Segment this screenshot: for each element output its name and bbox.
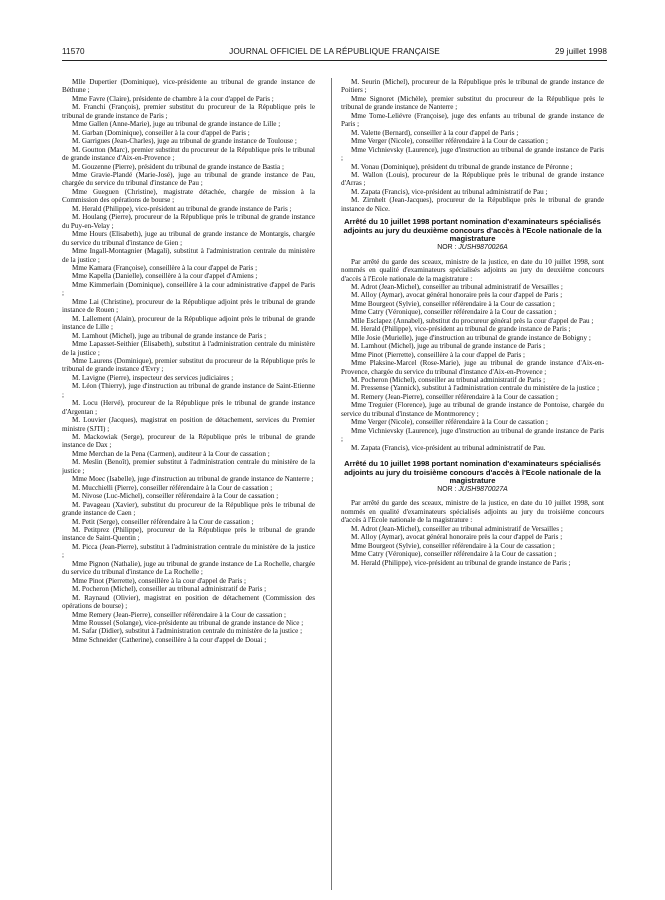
list-item: Mme Pinot (Pierrette), conseillère à la cour d'appel de Paris ; bbox=[72, 576, 246, 585]
list-item: M. Lamhout (Michel), juge au tribunal de grande instance de Paris ; bbox=[351, 342, 546, 351]
list-item: M. Pocheron (Michel), conseiller au tribunal administratif de Paris ; bbox=[351, 375, 546, 384]
list-item: Par arrêté du garde des sceaux, ministre de la justice, en date du 10 juillet 1998, sont nommés en qualité d'examinateurs spécialisés adjoints au jury du troisième concours d'accès à l'Ecole nationale de la magistrature : bbox=[341, 499, 604, 525]
left-column bbox=[62, 78, 315, 893]
list-item: M. Raynaud (Olivier), magistrat en position de détachement (Commission des opérations de bourse) ; bbox=[62, 593, 315, 611]
list-item: M. Goutton (Marc), premier substitut du procureur de la République près le tribunal de grande instance d'Aix-en-Provence ; bbox=[62, 145, 315, 163]
list-item: M. Louvier (Jacques), magistrat en position de détachement, services du Premier ministre (SJTI) ; bbox=[62, 416, 315, 433]
list-item: Mme Treguier (Florence), juge au tribunal de grande instance de Pontoise, chargée du service du tribunal d'instance de Montmorency ; bbox=[341, 401, 604, 418]
list-item: Par arrêté du garde des sceaux, ministre de la justice, en date du 10 juillet 1998, sont nommés en qualité d'examinateurs spécialisés adjoints au jury du deuxième concours d'accès à l'Ecole nationale de la magistrature : bbox=[341, 257, 604, 283]
list-item: Mme Verger (Nicole), conseiller référendaire à la Cour de cassation ; bbox=[351, 137, 549, 146]
list-item: Mme Remery (Jean-Pierre), conseiller référendaire à la Cour de cassation ; bbox=[72, 610, 286, 619]
list-item: Mme Lapasset-Seithier (Elisabeth), substitut à l'administration centrale du ministère de la justice ; bbox=[62, 340, 315, 357]
list-item: M. Zapata (Francis), vice-président au tribunal administratif de Pau. bbox=[351, 443, 546, 452]
nor-code: JUSH9870027A bbox=[458, 485, 508, 493]
list-item: M. Lallement (Alain), procureur de la République adjoint près le tribunal de grande instance de Lille ; bbox=[62, 314, 315, 332]
section2-nor bbox=[341, 486, 604, 495]
journal-title: JOURNAL OFFICIEL DE LA RÉPUBLIQUE FRANÇAISE bbox=[229, 47, 440, 56]
list-item: Mme Plaksine-Marcel (Rose-Marie), juge au tribunal de grande instance d'Aix-en-Provence, chargée du service du tribunal d'instance d'Aix-en-Provence ; bbox=[341, 359, 604, 376]
list-item: M. Pavageau (Xavier), substitut du procureur de la République près le tribunal de grande instance de Caen ; bbox=[62, 500, 315, 518]
list-item: M. Houlang (Pierre), procureur de la République près le tribunal de grande instance du Puy-en-Velay ; bbox=[62, 213, 315, 230]
list-item: Mme Vichnievsky (Laurence), juge d'instruction au tribunal de grande instance de Paris ; bbox=[341, 426, 604, 444]
list-item: Mme Bourgeot (Sylvie), conseiller référendaire à la Cour de cassation ; bbox=[351, 541, 555, 550]
nor-label: NOR : bbox=[437, 244, 457, 252]
list-item: M. Herald (Philippe), vice-président au tribunal de grande instance de Paris ; bbox=[351, 325, 571, 334]
list-item: M. Franchi (François), premier substitut du procureur de la République près le tribunal de grande instance de Paris ; bbox=[62, 103, 315, 120]
list-item: M. Lavigne (Pierre), inspecteur des services judiciaires ; bbox=[72, 373, 234, 382]
list-item: Mme Verger (Nicole), conseiller référendaire à la Cour de cassation ; bbox=[351, 418, 549, 427]
right-column-list bbox=[341, 78, 604, 213]
list-item: M. Wallon (Louis), procureur de la République près le tribunal de grande instance d'Arras ; bbox=[341, 170, 604, 188]
list-item: M. Vonau (Dominique), président du tribunal de grande instance de Péronne ; bbox=[351, 162, 573, 171]
list-item: Mme Lai (Christine), procureur de la République adjoint près le tribunal de grande instance de Rouen ; bbox=[62, 297, 315, 315]
section2-body bbox=[341, 499, 604, 567]
list-item: M. Zirnhelt (Jean-Jacques), procureur de la République près le tribunal de grande instance de Nice. bbox=[341, 196, 604, 213]
list-item: Mme Tome-Leliévre (Françoise), juge des enfants au tribunal de grande instance de Paris ; bbox=[341, 111, 604, 129]
list-item: M. Pressense (Yannick), substitut à l'administration centrale du ministère de la justice ; bbox=[351, 384, 600, 393]
header-rule bbox=[62, 60, 607, 61]
nor-label: NOR : bbox=[437, 485, 457, 493]
list-item: Mme Roussel (Solange), vice-présidente au tribunal de grande instance de Nice ; bbox=[72, 619, 304, 627]
list-item: M. Meslin (Benoît), premier substitut à l'administration centrale du ministère de la justice ; bbox=[62, 458, 315, 475]
list-item: M. Léon (Thierry), juge d'instruction au tribunal de grande instance de Saint-Etienne ; bbox=[62, 382, 315, 399]
list-item: Mme Schneider (Catherine), conseillère à la cour d'appel de Douai ; bbox=[72, 635, 267, 644]
list-item: Mme Vichnievsky (Laurence), juge d'instruction au tribunal de grande instance de Paris ; bbox=[341, 145, 604, 163]
section2-heading: Arrêté du 10 juillet 1998 portant nomination d'examinateurs spécialisés adjoints au jury du troisième concours d'accès à l'Ecole nationale de la magistrature bbox=[344, 459, 601, 486]
list-item: M. Picca (Jean-Pierre), substitut à l'administration centrale du ministère de la justice ; bbox=[62, 542, 315, 560]
list-item: M. Valette (Bernard), conseiller à la cour d'appel de Paris ; bbox=[351, 128, 519, 137]
list-item: M. Remery (Jean-Pierre), conseiller référendaire à la Cour de cassation ; bbox=[351, 392, 558, 401]
list-item: M. Zapata (Francis), vice-président au tribunal administratif de Pau ; bbox=[351, 187, 548, 196]
list-item: Mme Kamara (Françoise), conseillère à la cour d'appel de Paris ; bbox=[72, 263, 258, 272]
list-item: M. Mackowiak (Serge), procureur de la République près le tribunal de grande instance de Dax ; bbox=[62, 433, 315, 450]
list-item: Mme Gallen (Anne-Marie), juge au tribunal de grande instance de Lille ; bbox=[72, 120, 281, 129]
list-item: M. Adrot (Jean-Michel), conseiller au tribunal administratif de Versailles ; bbox=[351, 524, 563, 533]
list-item: Mme Pignon (Nathalie), juge au tribunal de grande instance de La Rochelle, chargée du service du tribunal d'instance de La Rochelle ; bbox=[62, 559, 315, 577]
publication-date: 29 juillet 1998 bbox=[554, 47, 607, 56]
nor-code: JUSH9870026A bbox=[458, 244, 508, 252]
list-item: M. Garban (Dominique), conseiller à la cour d'appel de Paris ; bbox=[72, 128, 250, 137]
list-item: Mme Ingall-Montagnier (Magali), substitut à l'administration centrale du ministère de la justice ; bbox=[62, 247, 315, 264]
list-item: Mme Gueguen (Christine), magistrate détachée, chargée de mission à la Commission des opérations de bourse ; bbox=[62, 187, 315, 205]
list-item: M. Locu (Hervé), procureur de la République près le tribunal de grande instance d'Argentan ; bbox=[62, 399, 315, 416]
list-item: M. Petit (Serge), conseiller référendaire à la Cour de cassation ; bbox=[72, 517, 254, 526]
list-item: M. Alloy (Aymar), avocat général honoraire près la cour d'appel de Paris ; bbox=[351, 533, 563, 542]
list-item: M. Garrigues (Jean-Charles), juge au tribunal de grande instance de Toulouse ; bbox=[72, 137, 297, 146]
list-item: M. Pocheron (Michel), conseiller au tribunal administratif de Paris ; bbox=[72, 585, 267, 594]
list-item: M. Petitprez (Philippe), procureur de la République près le tribunal de grande instance de Saint-Quentin ; bbox=[62, 526, 315, 543]
list-item: Mme Pinot (Pierrette), conseillère à la cour d'appel de Paris ; bbox=[351, 350, 525, 359]
list-item: Mme Merchan de la Pena (Carmen), auditeur à la Cour de cassation ; bbox=[72, 449, 270, 458]
list-item: M. Lamhout (Michel), juge au tribunal de grande instance de Paris ; bbox=[72, 331, 267, 340]
list-item: Mme Gravie-Plandé (Marie-José), juge au tribunal de grande instance de Pau, chargée du service du tribunal d'instance de Pau ; bbox=[62, 170, 315, 188]
list-item: Mme Kimmerlain (Dominique), conseillère à la cour administrative d'appel de Paris ; bbox=[62, 280, 315, 298]
list-item: M. Safar (Didier), substitut à l'administration centrale du ministère de la justice ; bbox=[72, 627, 303, 636]
list-item: Mme Kapella (Danielle), conseillère à la cour d'appel d'Amiens ; bbox=[72, 272, 258, 281]
page-number: 11570 bbox=[62, 47, 85, 56]
list-item: Mlle Josie (Murielle), juge d'instruction au tribunal de grande instance de Bobigny ; bbox=[351, 333, 591, 342]
list-item: Mme Favre (Claire), présidente de chambre à la cour d'appel de Paris ; bbox=[72, 94, 274, 103]
list-item: Mlle Esclapez (Annabel), substitut du procureur général près la cour d'appel de Pau ; bbox=[351, 316, 594, 325]
column-separator bbox=[331, 78, 332, 890]
section1-heading: Arrêté du 10 juillet 1998 portant nomination d'examinateurs spécialisés adjoints au jury du deuxième concours d'accès à l'Ecole nationale de la magistrature bbox=[343, 217, 602, 244]
list-item: M. Nivose (Luc-Michel), conseiller référendaire à la Cour de cassation ; bbox=[72, 492, 279, 501]
list-item: Mme Signoret (Michèle), premier substitut du procureur de la République près le tribunal de grande instance de Nanterre ; bbox=[341, 94, 604, 112]
list-item: M. Mucchielli (Pierre), conseiller référendaire à la Cour de cassation ; bbox=[72, 483, 273, 492]
list-item: M. Seurin (Michel), procureur de la République près le tribunal de grande instance de Poitiers ; bbox=[341, 78, 604, 95]
list-item: Mme Catry (Véronique), conseiller référendaire à la Cour de cassation ; bbox=[351, 308, 557, 317]
list-item: Mlle Dupertier (Dominique), vice-présidente au tribunal de grande instance de Béthune ; bbox=[62, 78, 315, 95]
list-item: M. Gouzenne (Pierre), président du tribunal de grande instance de Bastia ; bbox=[72, 162, 284, 171]
list-item: M. Herald (Philippe), vice-président au tribunal de grande instance de Paris ; bbox=[351, 558, 571, 567]
list-item: M. Alloy (Aymar), avocat général honoraire près la cour d'appel de Paris ; bbox=[351, 291, 563, 300]
list-item: Mme Bourgeot (Sylvie), conseiller référendaire à la Cour de cassation ; bbox=[351, 299, 555, 308]
list-item: Mme Catry (Véronique), conseiller référendaire à la Cour de cassation ; bbox=[351, 550, 557, 559]
page-header bbox=[62, 47, 607, 59]
section1-body bbox=[341, 258, 604, 452]
list-item: M. Adrot (Jean-Michel), conseiller au tribunal administratif de Versailles ; bbox=[351, 282, 563, 291]
list-item: M. Herald (Philippe), vice-président au tribunal de grande instance de Paris ; bbox=[72, 204, 292, 213]
list-item: Mme Hours (Elisabeth), juge au tribunal de grande instance de Montargis, chargée du service du tribunal d'instance de Gien ; bbox=[62, 230, 315, 247]
section1-nor bbox=[341, 244, 604, 253]
list-item: Mme Laurens (Dominique), premier substitut du procureur de la République près le tribunal de grande instance d'Evry ; bbox=[62, 356, 315, 374]
right-column bbox=[341, 78, 604, 893]
list-item: Mme Moec (Isabelle), juge d'instruction au tribunal de grande instance de Nanterre ; bbox=[72, 475, 314, 484]
